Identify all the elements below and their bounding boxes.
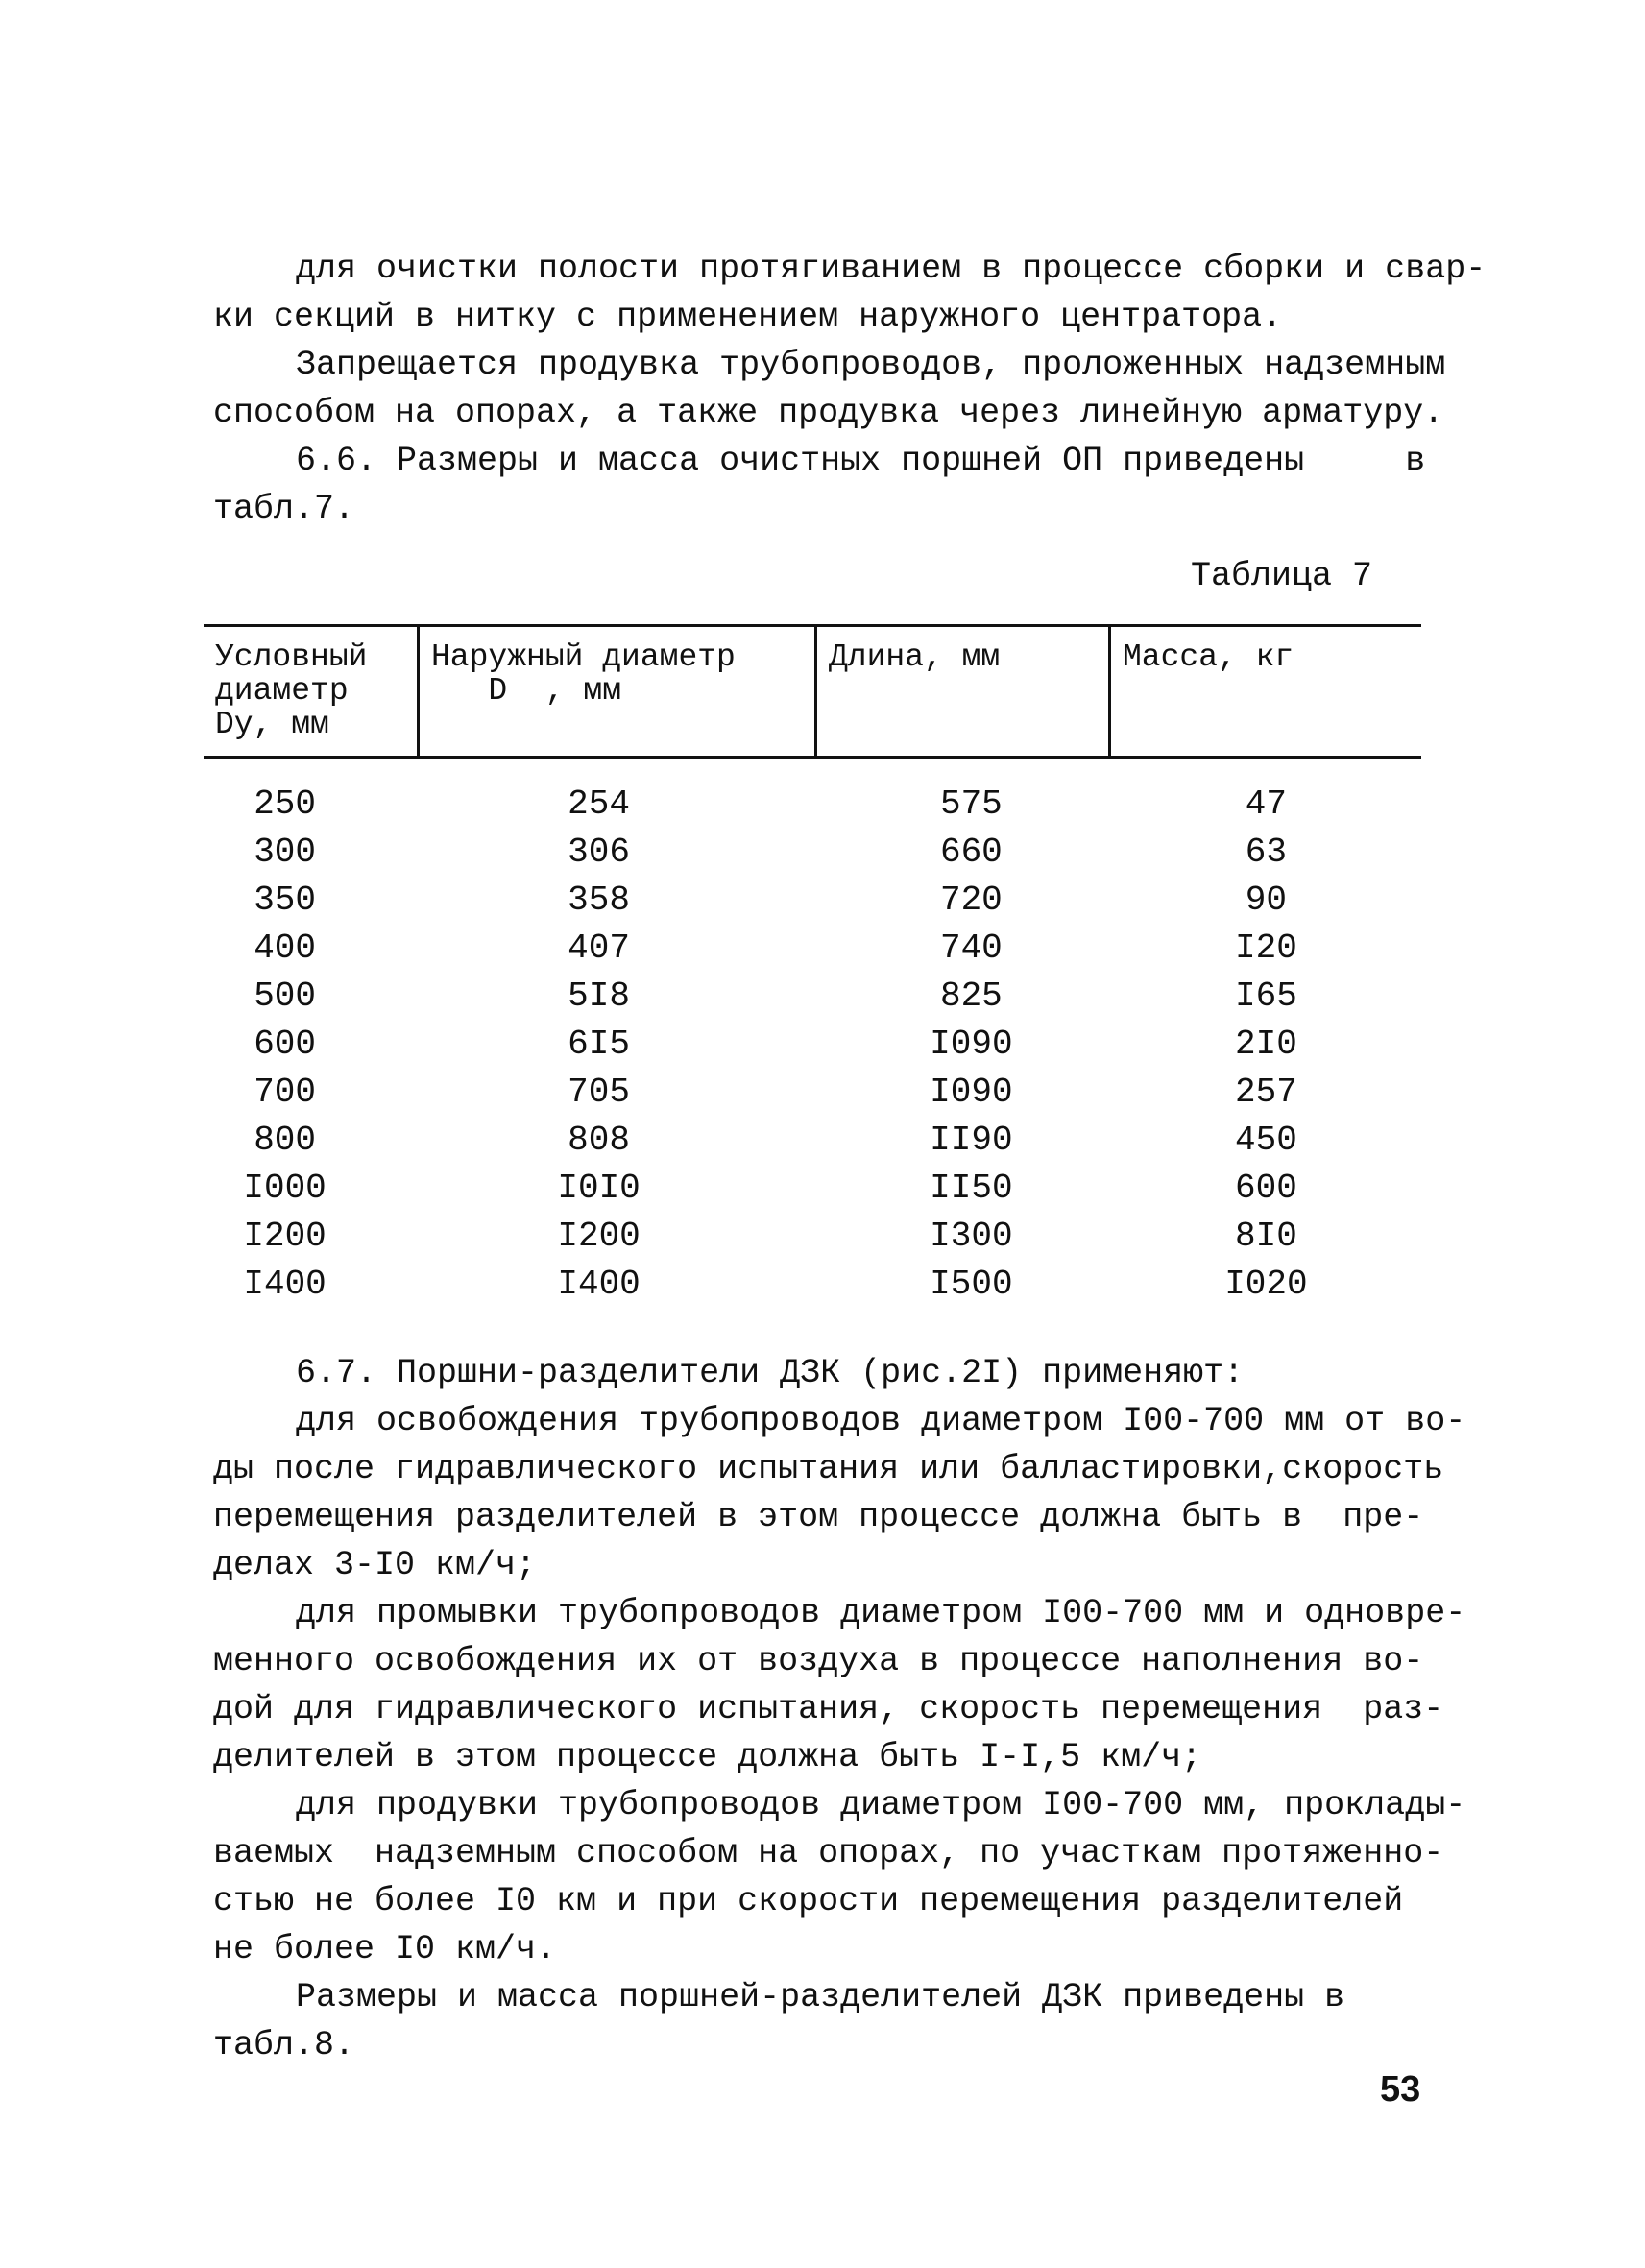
cell-nominal-diameter: 700 <box>254 1072 316 1112</box>
piston-dimensions-table <box>204 624 1421 1308</box>
cell-outer-diameter: I0I0 <box>557 1168 641 1208</box>
cell-outer-diameter: 306 <box>568 832 630 872</box>
text-line: для очистки полости протягиванием в процессе сборки и свар- <box>296 250 1487 288</box>
text-line: табл.8. <box>213 2026 355 2064</box>
cell-nominal-diameter: 250 <box>254 784 316 824</box>
cell-nominal-diameter: I400 <box>243 1264 327 1304</box>
table-row <box>204 1260 1421 1308</box>
text-line: стью не более I0 км и при скорости перемещения разделителей <box>213 1882 1404 1920</box>
cell-outer-diameter: 407 <box>568 928 630 968</box>
cell-nominal-diameter: 500 <box>254 976 316 1016</box>
table-row <box>204 1068 1421 1116</box>
paragraph-flushing <box>213 1589 1466 1781</box>
text-line: 6.6. Размеры и масса очистных поршней ОП приведены в <box>296 442 1426 480</box>
header-text: Масса, кг <box>1123 639 1294 675</box>
table-row <box>204 828 1421 876</box>
cell-length: II90 <box>930 1120 1013 1160</box>
cell-outer-diameter: 5I8 <box>568 976 630 1016</box>
cell-length: 660 <box>939 832 1003 872</box>
paragraph-table-8-ref <box>213 1973 1447 2069</box>
header-outer-diameter <box>417 627 814 756</box>
table-row <box>204 972 1421 1020</box>
text-line: для продувки трубопроводов диаметром I00-700 мм, проклады- <box>296 1786 1466 1824</box>
cell-mass: 47 <box>1245 784 1287 824</box>
cell-nominal-diameter: 300 <box>254 832 316 872</box>
table-row <box>204 1164 1421 1212</box>
cell-length: I500 <box>930 1264 1013 1304</box>
cell-mass: 63 <box>1245 832 1287 872</box>
page-number: 53 <box>1380 2069 1421 2110</box>
table-caption: Таблица 7 <box>1191 557 1373 595</box>
cell-mass: I20 <box>1234 928 1297 968</box>
cell-length: II50 <box>930 1168 1013 1208</box>
text-line: не более I0 км/ч. <box>213 1930 557 1968</box>
cell-mass: 600 <box>1234 1168 1297 1208</box>
paragraph-6-6 <box>213 437 1447 533</box>
header-text: Наружный диаметр <box>431 639 736 675</box>
text-line: менного освобождения их от воздуха в процессе наполнения во- <box>213 1642 1424 1680</box>
cell-outer-diameter: 808 <box>568 1120 630 1160</box>
text-line: для промывки трубопроводов диаметром I00-700 мм и одновре- <box>296 1594 1466 1632</box>
text-line: перемещения разделителей в этом процессе должна быть в пре- <box>213 1498 1424 1536</box>
paragraph-water-removal <box>213 1397 1466 1589</box>
cell-outer-diameter: 254 <box>568 784 630 824</box>
cell-mass: 2I0 <box>1234 1024 1297 1064</box>
cell-outer-diameter: 705 <box>568 1072 630 1112</box>
cell-nominal-diameter: 400 <box>254 928 316 968</box>
header-nominal-diameter <box>204 627 417 756</box>
cell-nominal-diameter: 350 <box>254 880 316 920</box>
cell-length: 575 <box>939 784 1003 824</box>
header-length <box>814 627 1108 756</box>
cell-outer-diameter: 6I5 <box>568 1024 630 1064</box>
text-line: ки секций в нитку с применением наружного центратора. <box>213 298 1283 336</box>
text-line: делах 3-I0 км/ч; <box>213 1546 537 1584</box>
text-line: ваемых надземным способом на опорах, по участкам протяженно- <box>213 1834 1444 1872</box>
header-text: диаметр <box>215 673 349 709</box>
paragraph-blowing-prohibited <box>213 341 1447 437</box>
table-row <box>204 780 1421 828</box>
table-row <box>204 1020 1421 1068</box>
header-text: Длина, мм <box>829 639 1001 675</box>
table-row <box>204 876 1421 924</box>
cell-nominal-diameter: I000 <box>243 1168 327 1208</box>
cell-length: I090 <box>930 1024 1013 1064</box>
cell-length: 720 <box>939 880 1003 920</box>
header-mass <box>1108 627 1421 756</box>
paragraph-blowing <box>213 1781 1466 1973</box>
text-line: способом на опорах, а также продувка через линейную арматуру. <box>213 394 1444 432</box>
header-text: Dу, мм <box>215 707 329 742</box>
cell-mass: 8I0 <box>1234 1216 1297 1256</box>
text-line: для освобождения трубопроводов диаметром I00-700 мм от во- <box>296 1402 1466 1440</box>
table-row <box>204 1212 1421 1260</box>
header-text: D , мм <box>431 673 622 709</box>
cell-length: 825 <box>939 976 1003 1016</box>
cell-mass: I65 <box>1234 976 1297 1016</box>
cell-mass: 90 <box>1245 880 1287 920</box>
cell-length: I300 <box>930 1216 1013 1256</box>
text-line: Размеры и масса поршней-разделителей ДЗК приведены в <box>296 1978 1345 2016</box>
cell-outer-diameter: I400 <box>557 1264 641 1304</box>
cell-length: I090 <box>930 1072 1013 1112</box>
text-line: 6.7. Поршни-разделители ДЗК (рис.2I) применяют: <box>296 1354 1245 1392</box>
paragraph-6-7 <box>213 1349 1447 1397</box>
table-header <box>204 624 1421 759</box>
text-line: Запрещается продувка трубопроводов, проложенных надземным <box>296 346 1446 384</box>
cell-mass: 450 <box>1234 1120 1297 1160</box>
cell-mass: 257 <box>1234 1072 1297 1112</box>
paragraph-cleaning-method <box>213 245 1487 341</box>
table-row <box>204 924 1421 972</box>
text-line: ды после гидравлического испытания или балластировки,скорость <box>213 1450 1444 1488</box>
text-line: табл.7. <box>213 490 355 528</box>
table-body <box>204 759 1421 1308</box>
cell-length: 740 <box>939 928 1003 968</box>
cell-nominal-diameter: 800 <box>254 1120 316 1160</box>
cell-nominal-diameter: 600 <box>254 1024 316 1064</box>
text-line: дой для гидравлического испытания, скорость перемещения раз- <box>213 1690 1444 1728</box>
text-line: делителей в этом процессе должна быть I-I,5 км/ч; <box>213 1738 1202 1776</box>
header-text: Условный <box>215 639 368 675</box>
cell-nominal-diameter: I200 <box>243 1216 327 1256</box>
cell-mass: I020 <box>1224 1264 1308 1304</box>
cell-outer-diameter: I200 <box>557 1216 641 1256</box>
cell-outer-diameter: 358 <box>568 880 630 920</box>
table-row <box>204 1116 1421 1164</box>
